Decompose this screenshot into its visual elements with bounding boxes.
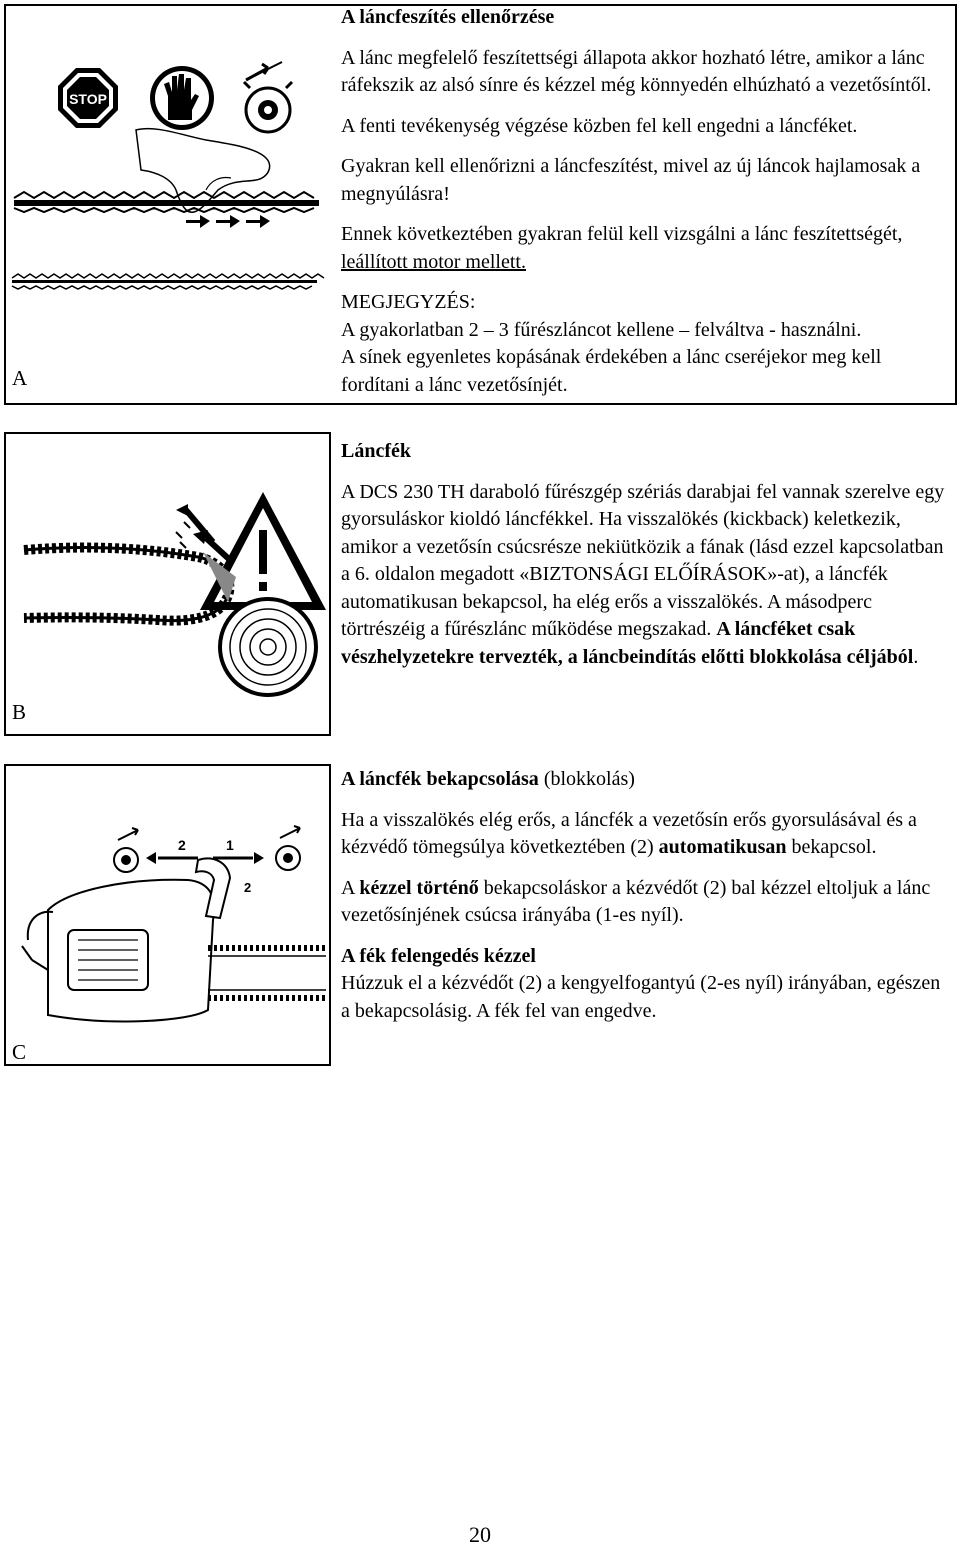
section-c-paragraph-1: Ha a visszalökés elég erős, a láncfék a vezetősín erős gyorsulásával és a kézvédő tömegsúlya következtében (2) automatikusan bekapcsol. (341, 808, 917, 858)
guide-bar-chain (208, 948, 326, 998)
wood-log-icon (220, 599, 316, 695)
direction-arrows (186, 215, 270, 228)
svg-text:STOP: STOP (69, 91, 107, 107)
figure-a-label: A (12, 366, 28, 390)
note-line-1: A gyakorlatban 2 – 3 fűrészláncot kellene – felváltva - használni. (341, 318, 862, 341)
section-c-text (341, 766, 946, 1025)
hand-illustration (136, 129, 270, 213)
emergency-use-note: A láncféket csak vészhelyzetekre tervezték, a láncbeindítás előtti blokkolása céljából (341, 618, 914, 668)
guard-label-2: 2 (244, 880, 252, 895)
section-b-title: Láncfék (341, 440, 411, 462)
section-c-paragraph-3: Húzzuk el a kézvédőt (2) a kengyelfogantyú (2-es nyíl) irányában, egészen a bekapcsolásig. A fék fel van engedve. (341, 972, 941, 1022)
kickback-arrows-icon (176, 504, 230, 560)
figure-a-illustration (6, 40, 326, 350)
arrow-1-icon (213, 837, 264, 864)
section-a-text (341, 4, 946, 399)
section-a-paragraph-2: A fenti tevékenység végzése közben fel kell engedni a láncféket. (341, 114, 858, 137)
section-b-paragraph: A DCS 230 TH daraboló fűrészgép szériás darabjai fel vannak szerelve egy gyorsuláskor kioldó láncfékkel. Ha visszalökés (kickback) keletkezik, amikor a vezetősín csúcsrésze nekiütközik a fának (lásd ezzel kapcsolatban a 6. oldalon megadott «BIZTONSÁGI ELŐÍRÁSOK»-at), a láncfék automatikusan bekapcsol, ha elég erős a visszalökés. A másodperc törtrészéig a fűrészlánc működése megszakad. A láncféket csak vészhelyzetekre tervezték, a láncbeindítás előtti blokkolása céljából. (341, 480, 945, 668)
note-line-2: A sínek egyenletes kopásának érdekében a lánc cseréjekor meg kell fordítani a lánc vezetősínjét. (341, 346, 882, 396)
section-c-paragraph-2: A kézzel történő bekapcsoláskor a kézvédőt (2) bal kézzel eltoljuk a lánc vezetősínjének csúcsa irányába (1-es nyíl). (341, 876, 931, 926)
brake-engaged-icon (114, 828, 138, 872)
figure-c-illustration (8, 800, 328, 1050)
chainsaw-illustration (22, 858, 230, 1021)
lower-chain (12, 274, 324, 289)
saw-chain-bar (24, 548, 229, 621)
upper-chain (14, 192, 319, 212)
note-title: MEGJEGYZÉS: (341, 291, 476, 313)
svg-text:1: 1 (226, 837, 234, 853)
section-b-text (341, 438, 946, 671)
section-a-paragraph-1: A lánc megfelelő feszítettségi állapota akkor hozható létre, amikor a lánc ráfekszik az alsó sínre és kézzel még könnyedén elhúzható a vezetősíntől. (341, 46, 932, 96)
stop-sign-icon (58, 68, 118, 128)
section-a-title: A láncfeszítés ellenőrzése (341, 6, 555, 28)
arrow-2-icon (146, 837, 198, 864)
page-number: 20 (469, 1522, 491, 1547)
section-c-title: A láncfék bekapcsolása (blokkolás) (341, 768, 635, 790)
engine-off-note: leállított motor mellett. (341, 250, 526, 273)
brake-released-icon (276, 826, 300, 870)
chain-brake-icon (244, 62, 292, 132)
gloves-sign-icon (150, 66, 214, 130)
section-a-paragraph-4: Ennek következtében gyakran felül kell vizsgálni a lánc feszítettségét, leállított motor mellett. (341, 223, 903, 273)
figure-c-label: C (12, 1040, 27, 1064)
figure-b-label: B (12, 700, 27, 724)
release-brake-title: A fék felengedés kézzel (341, 944, 536, 967)
section-a-paragraph-3: Gyakran kell ellenőrizni a láncfeszítést, mivel az új láncok hajlamosak a megnyúlásra! (341, 155, 921, 205)
svg-text:2: 2 (178, 837, 186, 853)
figure-b-illustration (8, 482, 328, 702)
